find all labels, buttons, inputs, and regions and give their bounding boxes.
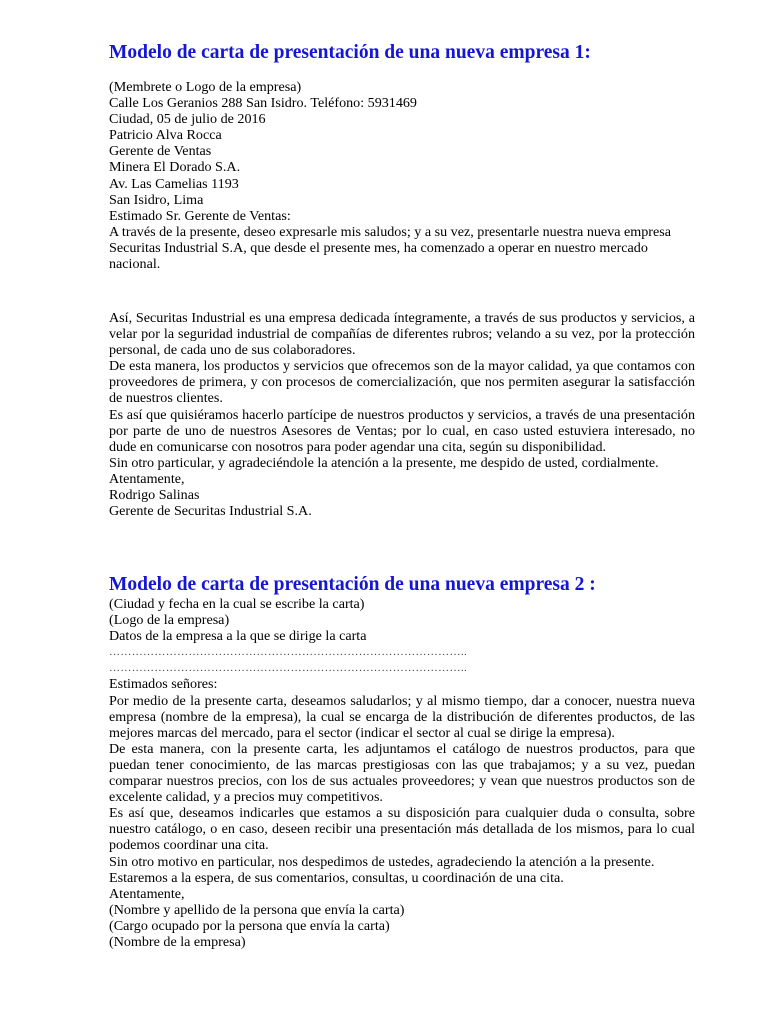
letter1-letterhead: (Membrete o Logo de la empresa) bbox=[109, 79, 302, 95]
letter2-sender-role-placeholder: (Cargo ocupado por la persona que envía la carta) bbox=[109, 917, 390, 934]
letter2-signoff: Atentamente, bbox=[109, 885, 185, 902]
letter1-body-paragraph: De esta manera, los productos y servicios que ofrecemos son de la mayor calidad, ya que contamos con proveedores de primera, y con procesos de comercialización, que nos permiten asegurar la satisfacción de nuestros clientes. bbox=[109, 358, 695, 407]
letter1-recipient-street: Av. Las Camelias 1193 bbox=[109, 175, 239, 192]
letter1-body-paragraph: Es así que quisiéramos hacerlo partícipe de nuestros productos y servicios, a través de una presentación por parte de uno de nuestros Asesores de Ventas; por lo cual, en caso usted estuviera interesado, no dude en comunicarse con nosotros para poder agendar una cita, según su disponibilidad. bbox=[109, 406, 695, 455]
letter2-sender-name-placeholder: (Nombre y apellido de la persona que envía la carta) bbox=[109, 901, 405, 918]
letter1-intro-paragraph: A través de la presente, deseo expresarle mis saludos; y a su vez, presentarle nuestra nueva empresa Securitas Industrial S.A, que desde el presente mes, ha comenzado a operar en nuestro mercado nacional. bbox=[109, 223, 671, 273]
letter2-dotted-line: ………………………………………………………………………………….. bbox=[109, 662, 468, 675]
letter1-closing-sentence: Sin otro particular, y agradeciéndole la atención a la presente, me despido de usted, cordialmente. bbox=[109, 454, 659, 471]
letter2-title: Modelo de carta de presentación de una nueva empresa 2 : bbox=[109, 574, 596, 595]
letter2-body-paragraph: Es así que, deseamos indicarles que estamos a su disposición para cualquier duda o consulta, sobre nuestro catálogo, o en caso, deseen recibir una presentación más detallada de los mismos, para lo cual podemos coordinar una cita. bbox=[109, 805, 695, 854]
letter2-recipient-data-label: Datos de la empresa a la que se dirige la carta bbox=[109, 628, 367, 645]
letter1-header-block bbox=[109, 79, 695, 272]
letter2-dotted-line: ………………………………………………………………………………….. bbox=[109, 646, 468, 659]
letter1-recipient-company: Minera El Dorado S.A. bbox=[109, 159, 241, 176]
letter1-recipient-name: Patricio Alva Rocca bbox=[109, 127, 222, 144]
letter1-signer-name: Rodrigo Salinas bbox=[109, 487, 200, 504]
letter2-waiting-sentence: Estaremos a la espera, de sus comentarios, consultas, u coordinación de una cita. bbox=[109, 869, 564, 886]
letter2-block bbox=[109, 596, 695, 950]
letter2-body-paragraph: De esta manera, con la presente carta, les adjuntamos el catálogo de nuestros productos, para que puedan tener conocimiento, de las marcas prestigiosas con las que trabajamos; y a su vez, puedan comparar nuestros precios, con los de sus actuales proveedores; y vean que nuestros productos son de excelente calidad, y a precios muy competitivos. bbox=[109, 740, 695, 806]
letter1-salutation: Estimado Sr. Gerente de Ventas: bbox=[109, 207, 291, 224]
letter1-recipient-city: San Isidro, Lima bbox=[109, 191, 204, 208]
letter1-title: Modelo de carta de presentación de una nueva empresa 1: bbox=[109, 42, 591, 63]
letter1-date: Ciudad, 05 de julio de 2016 bbox=[109, 111, 266, 128]
letter1-recipient-role: Gerente de Ventas bbox=[109, 143, 212, 160]
letter2-city-date-placeholder: (Ciudad y fecha en la cual se escribe la carta) bbox=[109, 596, 365, 612]
letter2-closing-sentence: Sin otro motivo en particular, nos despedimos de ustedes, agradeciendo la atención a la presente. bbox=[109, 853, 655, 870]
letter1-body-paragraph: Así, Securitas Industrial es una empresa dedicada íntegramente, a través de sus productos y servicios, a velar por la seguridad industrial de compañías de diferentes rubros; velando a su vez, por la protección personal, de cada uno de sus colaboradores. bbox=[109, 310, 695, 359]
letter1-body-block bbox=[109, 310, 695, 519]
letter1-signoff: Atentamente, bbox=[109, 470, 185, 487]
letter2-logo-placeholder: (Logo de la empresa) bbox=[109, 612, 230, 629]
letter2-company-name-placeholder: (Nombre de la empresa) bbox=[109, 933, 246, 950]
letter1-address: Calle Los Geranios 288 San Isidro. Teléfono: 5931469 bbox=[109, 95, 417, 112]
letter2-body-paragraph: Por medio de la presente carta, deseamos saludarlos; y al mismo tiempo, dar a conocer, nuestra nueva empresa (nombre de la empresa), la cual se encarga de la distribución de diferentes productos, de las mejores marcas del mercado, para el sector (indicar el sector al cual se dirige la empresa). bbox=[109, 692, 695, 741]
letter1-signer-role: Gerente de Securitas Industrial S.A. bbox=[109, 503, 312, 520]
letter2-greeting: Estimados señores: bbox=[109, 676, 218, 693]
